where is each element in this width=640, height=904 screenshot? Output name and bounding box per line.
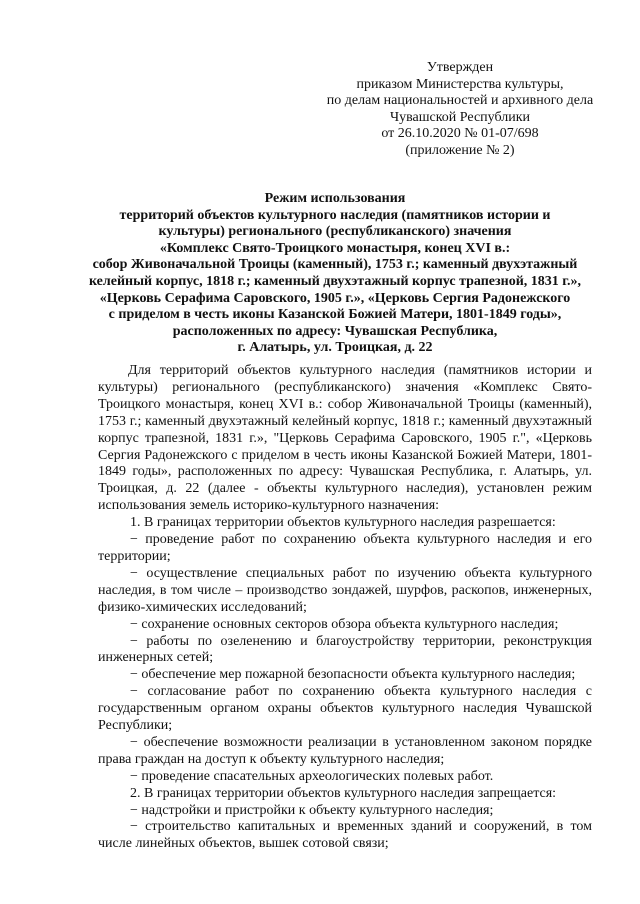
- list-item: − строительство капитальных и временных зданий и сооружений, в том числе линейных объектов, вышек сотовой связи;: [98, 819, 592, 852]
- section-1-heading: 1. В границах территории объектов культурного наследия разрешается:: [130, 515, 556, 531]
- title-line: культуры) регионального (республиканского) значения: [158, 224, 512, 240]
- approval-line: Чувашской Республики: [389, 109, 531, 125]
- title-line: «Комплекс Свято-Троицкого монастыря, конец XVI в.:: [159, 240, 511, 256]
- list-item: − проведение работ по сохранению объекта культурного наследия и его территории;: [98, 532, 592, 564]
- approval-stamp: [300, 60, 620, 159]
- title-line: г. Алатырь, ул. Троицкая, д. 22: [237, 340, 433, 356]
- list-item: − обеспечение мер пожарной безопасности объекта культурного наследия;: [130, 667, 576, 683]
- approval-line: Утвержден: [426, 60, 494, 75]
- list-item: − работы по озеленению и благоустройству территории, реконструкция инженерных сетей;: [98, 633, 592, 666]
- title-line: с приделом в честь иконы Казанской Божией Матери, 1801-1849 годы»,: [108, 307, 562, 323]
- approval-line: приказом Министерства культуры,: [356, 76, 564, 92]
- title-line: расположенных по адресу: Чувашская Республика,: [172, 323, 498, 339]
- intro-paragraph: Для территорий объектов культурного наследия (памятников истории и культуры) регионального (республиканского) значения «Комплекс Свято-Троицкого монастыря, конец XVI в.: собор Живоначальной Троицы (каменный), 1753 г.; каменный двухэтажный келейный корпус, 1818 г.; каменный двухэтажный корпус трапезной, 1831 г.», "Церковь Серафима Саровского, 1905 г.", «Церковь Сергия Радонежского с приделом в честь иконы Казанской Божией Матери, 1801-1849 годы», расположенных по адресу: Чувашская Республика, г. Алатырь, ул. Троицкая, д. 22 (далее - объекты культурного наследия), установлен режим использования земель историко-культурного назначения:: [98, 363, 592, 514]
- title-line: собор Живоначальной Троицы (каменный), 1753 г.; каменный двухэтажный: [92, 257, 578, 273]
- approval-line: от 26.10.2020 № 01-07/698: [381, 126, 539, 141]
- title-line: территорий объектов культурного наследия (памятников истории и: [119, 207, 551, 223]
- title-line: келейный корпус, 1818 г.; каменный двухэтажный корпус трапезной, 1831 г.»,: [88, 273, 582, 289]
- list-item: − сохранение основных секторов обзора объекта культурного наследия;: [130, 616, 559, 632]
- document-body: [98, 363, 592, 853]
- approval-line: по делам национальностей и архивного дела: [326, 93, 594, 108]
- document-title: [70, 191, 600, 357]
- list-item: − проведение спасательных археологических полевых работ.: [130, 768, 494, 784]
- approval-line: (приложение № 2): [405, 142, 515, 158]
- section-2-heading: 2. В границах территории объектов культурного наследия запрещается:: [130, 785, 557, 801]
- list-item: − согласование работ по сохранению объекта культурного наследия с государственным органом охраны объектов культурного наследия Чувашской Республики;: [98, 684, 592, 734]
- list-item: − обеспечение возможности реализации в установленном законом порядке права граждан на доступ к объекту культурного наследия;: [98, 734, 592, 767]
- title-line: «Церковь Серафима Саровского, 1905 г.», «Церковь Сергия Радонежского: [99, 290, 571, 306]
- list-item: − надстройки и пристройки к объекту культурного наследия;: [130, 802, 494, 818]
- title-line: Режим использования: [264, 191, 406, 206]
- list-item: − осуществление специальных работ по изучению объекта культурного наследия, в том числе – производство зондажей, шурфов, раскопов, инженерных, физико-химических исследований;: [98, 565, 592, 615]
